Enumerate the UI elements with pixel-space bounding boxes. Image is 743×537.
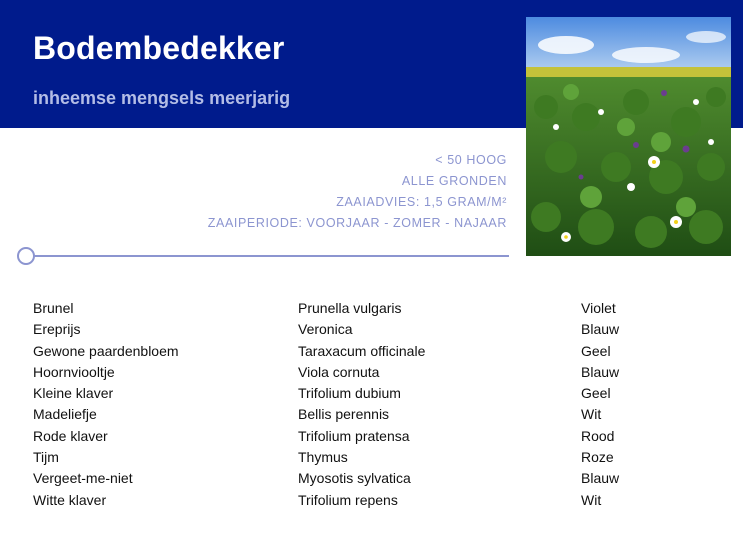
flower-color: Wit: [581, 491, 602, 508]
spec-height: < 50 HOOG: [435, 153, 507, 167]
latin-name: Prunella vulgaris: [298, 300, 402, 316]
meadow-photo-illustration: [526, 17, 731, 256]
table-row: [33, 383, 723, 404]
timeline-line: [33, 255, 509, 257]
common-name: Kleine klaver: [33, 385, 114, 402]
latin-name: Viola cornuta: [298, 363, 380, 380]
latin-name: Veronica: [298, 321, 353, 338]
flower-color: Blauw: [581, 363, 620, 380]
flower-color: Roze: [581, 449, 614, 466]
flower-color: Blauw: [581, 470, 620, 487]
specs-block: [208, 150, 507, 234]
common-name: Brunel: [33, 300, 74, 316]
common-name: Vergeet-me-niet: [33, 470, 133, 487]
flower-color: Rood: [581, 427, 615, 444]
table-row: [33, 490, 723, 511]
latin-name: Trifolium dubium: [298, 385, 401, 402]
common-name: Rode klaver: [33, 427, 108, 444]
table-row: [33, 426, 723, 447]
table-row: [33, 404, 723, 425]
latin-name: Trifolium pratensa: [298, 427, 410, 444]
page-subtitle: inheemse mengsels meerjarig: [33, 88, 291, 108]
spec-sowing-period: ZAAIPERIODE: VOORJAAR - ZOMER - NAJAAR: [207, 216, 507, 230]
flower-color: Violet: [581, 300, 616, 316]
latin-name: Trifolium repens: [298, 491, 398, 508]
page-title: Bodembedekker: [33, 30, 285, 66]
common-name: Witte klaver: [33, 491, 107, 508]
species-table: [33, 298, 723, 511]
latin-name: Thymus: [298, 449, 348, 466]
meadow-photo: [526, 17, 731, 256]
common-name: Tijm: [33, 449, 59, 466]
flower-color: Geel: [581, 342, 611, 359]
spec-sowing-rate: ZAAIADVIES: 1,5 GRAM/M²: [336, 195, 507, 209]
table-row: [33, 298, 723, 319]
latin-name: Bellis perennis: [298, 406, 390, 423]
common-name: Ereprijs: [33, 321, 81, 338]
table-row: [33, 362, 723, 383]
flower-color: Wit: [581, 406, 602, 423]
divider-timeline: [17, 247, 509, 265]
flower-color: Geel: [581, 385, 611, 402]
spec-soil: ALLE GRONDEN: [401, 174, 507, 188]
table-row: [33, 468, 723, 489]
table-row: [33, 447, 723, 468]
latin-name: Myosotis sylvatica: [298, 470, 411, 487]
table-row: [33, 341, 723, 362]
common-name: Madeliefje: [33, 406, 97, 423]
table-row: [33, 319, 723, 340]
common-name: Gewone paardenbloem: [33, 342, 179, 359]
common-name: Hoornviooltje: [33, 363, 115, 380]
flower-color: Blauw: [581, 321, 620, 338]
latin-name: Taraxacum officinale: [298, 342, 426, 359]
